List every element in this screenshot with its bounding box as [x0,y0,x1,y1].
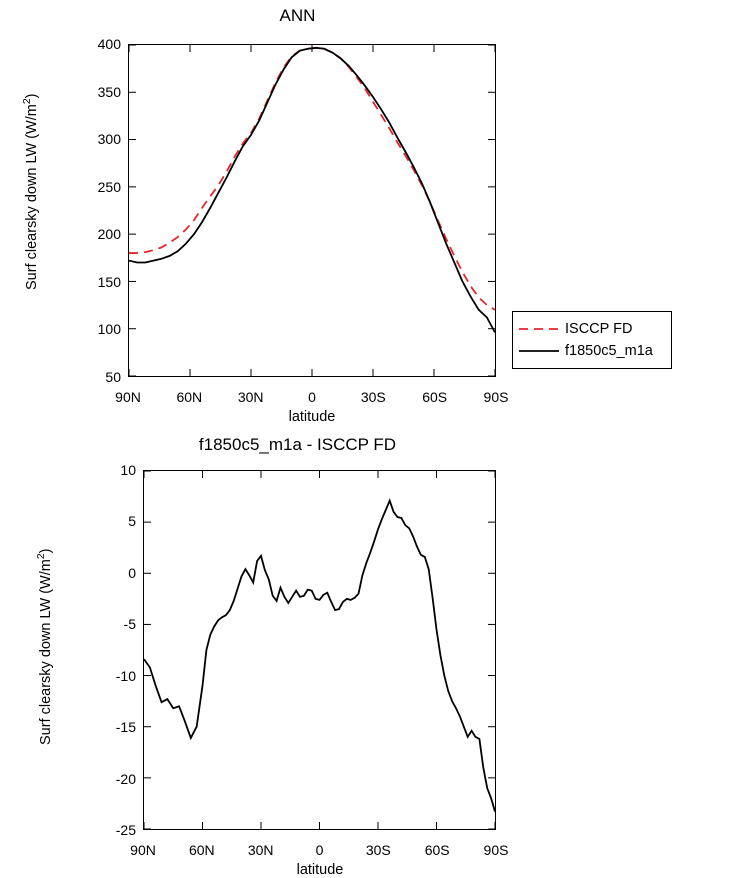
legend-entry-f1850c5-m1a [519,340,663,362]
bottom-plot-svg [144,471,495,829]
top-ytick-400: 400 [97,36,121,52]
top-y-axis-label-tail: ) [23,93,40,99]
top-chart-title: ANN [279,6,316,25]
top-ytick-50: 50 [105,369,121,385]
top-xtick-60N: 60N [176,389,203,405]
series-line-isccp-fd [129,48,495,310]
bottom-xtick-60S: 60S [424,842,450,858]
top-chart-legend [512,311,672,369]
legend-swatch-isccp-fd [519,323,559,335]
bottom-xtick-0: 0 [315,842,324,858]
bottom-ytick--20: -20 [115,770,136,787]
bottom-xtick-90S: 90S [483,842,509,858]
bottom-x-axis-label: latitude [296,862,344,878]
top-plot-area [128,44,496,377]
legend-label-isccp-fd: ISCCP FD [565,321,633,337]
top-xtick-90S: 90S [483,389,509,405]
series-line-f1850c5-m1a [129,48,495,333]
legend-label-f1850c5-m1a: f1850c5_m1a [565,343,653,359]
top-x-axis-label: latitude [288,409,336,425]
top-y-axis-label-sup: 2 [22,98,33,105]
top-ytick-350: 350 [97,83,121,100]
bottom-chart-panel [0,430,733,878]
legend-swatch-f1850c5-m1a [519,345,559,357]
top-axis-ticks [129,45,495,376]
bottom-y-axis-label-tail: ) [37,548,54,554]
bottom-plot-area [143,470,496,830]
bottom-y-axis-label-text: Surf clearsky down LW (W/m [37,559,54,745]
top-xtick-30N: 30N [237,389,264,405]
top-y-axis-label [22,93,40,290]
top-y-axis-label-text: Surf clearsky down LW (W/m [23,104,40,290]
bottom-ytick-5: 5 [128,513,136,530]
bottom-ytick--15: -15 [115,719,136,736]
top-ytick-200: 200 [97,226,121,243]
top-plot-svg [129,45,495,376]
top-xtick-30S: 30S [360,389,386,405]
bottom-axis-ticks [144,471,495,829]
top-xtick-0: 0 [308,389,316,405]
top-ytick-250: 250 [97,178,121,195]
bottom-ytick--10: -10 [115,667,136,684]
bottom-ytick--25: -25 [115,822,136,838]
bottom-chart-title: f1850c5_m1a - ISCCP FD [198,435,397,454]
top-xtick-60S: 60S [422,389,448,405]
bottom-ytick--5: -5 [123,616,136,633]
bottom-xtick-30S: 30S [365,842,391,858]
bottom-y-axis-label [36,548,54,745]
bottom-ytick-0: 0 [128,564,136,581]
bottom-xtick-90N: 90N [130,842,156,858]
top-ytick-150: 150 [97,273,121,290]
legend-entry-isccp-fd [519,318,663,340]
bottom-xtick-60N: 60N [188,842,215,858]
series-line-difference [144,501,495,812]
bottom-ytick-10: 10 [120,462,136,478]
bottom-xtick-30N: 30N [247,842,274,858]
top-ytick-100: 100 [97,321,121,338]
top-chart-panel [0,0,733,430]
top-xtick-90N: 90N [115,389,141,405]
top-ytick-300: 300 [97,131,121,148]
bottom-y-axis-label-sup: 2 [36,553,47,560]
